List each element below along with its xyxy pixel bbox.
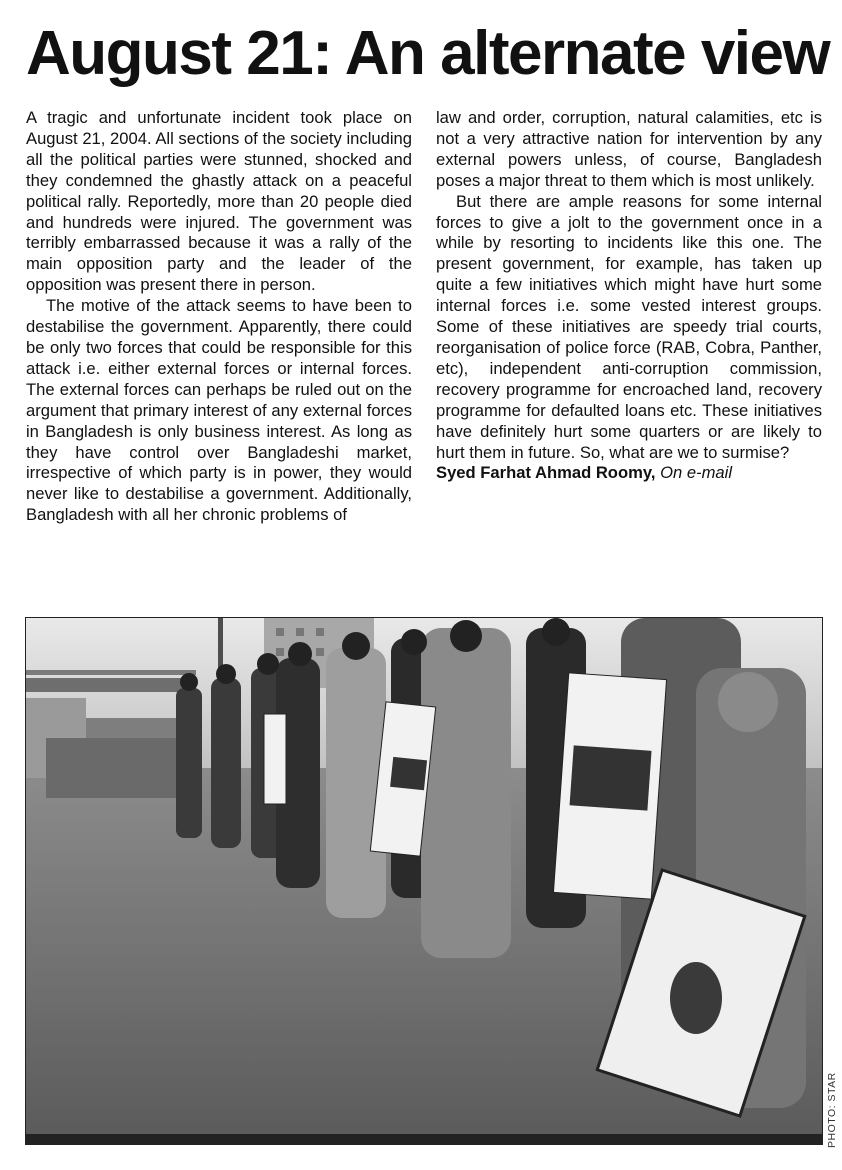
photo-credit: PHOTO: STAR — [826, 1072, 838, 1148]
human-chain-photo-illustration — [26, 618, 822, 1144]
article-right-column — [436, 108, 822, 484]
article-left-column — [26, 108, 412, 526]
headline: August 21: An alternate view — [26, 19, 830, 88]
byline — [436, 463, 822, 484]
paragraph-2-continued: law and order, corruption, natural calamities, etc is not a very attractive nation for intervention by any external powers unless, of course, Bangladesh poses a major threat to them which is most unlikely. — [436, 108, 822, 190]
byline-via: On e-mail — [660, 463, 733, 483]
paragraph-2: The motive of the attack seems to have been to destabilise the government. Apparently, there could be only two forces that could be responsible for this attack i.e. either external forces or internal forces. The external forces can perhaps be ruled out on the argument that primary interest of any external forces in Bangladesh is only business interest. As long as they have control over Bangladeshi market, irrespective of which party is in power, they would never like to destabilise a government. Additionally, Bangladesh with all her chronic problems of — [26, 296, 412, 525]
paragraph-1: A tragic and unfortunate incident took place on August 21, 2004. All sections of the society including all the political parties were stunned, shocked and they condemned the ghastly attack on a peaceful political rally. Reportedly, more than 20 people died and hundreds were injured. The government was terribly embarrassed because it was a rally of the main opposition party and the leader of the opposition was present there in person. — [26, 108, 412, 295]
paragraph-3: But there are ample reasons for some internal forces to give a jolt to the government once in a while by resorting to incidents like this one. The present government, for example, has taken up quite a few initiatives which might have hurt some internal forces i.e. some vested interest groups. Some of these initiatives are speedy trial courts, reorganisation of police force (RAB, Cobra, Panther, etc), independent anti-corruption commission, recovery programme for encroached land, recovery programme for defaulted loans etc. These initiatives have definitely hurt some quarters or are likely to hurt them in future. So, what are we to surmise? — [436, 191, 822, 462]
news-photo — [25, 617, 823, 1145]
byline-author: Syed Farhat Ahmad Roomy, — [436, 463, 656, 483]
